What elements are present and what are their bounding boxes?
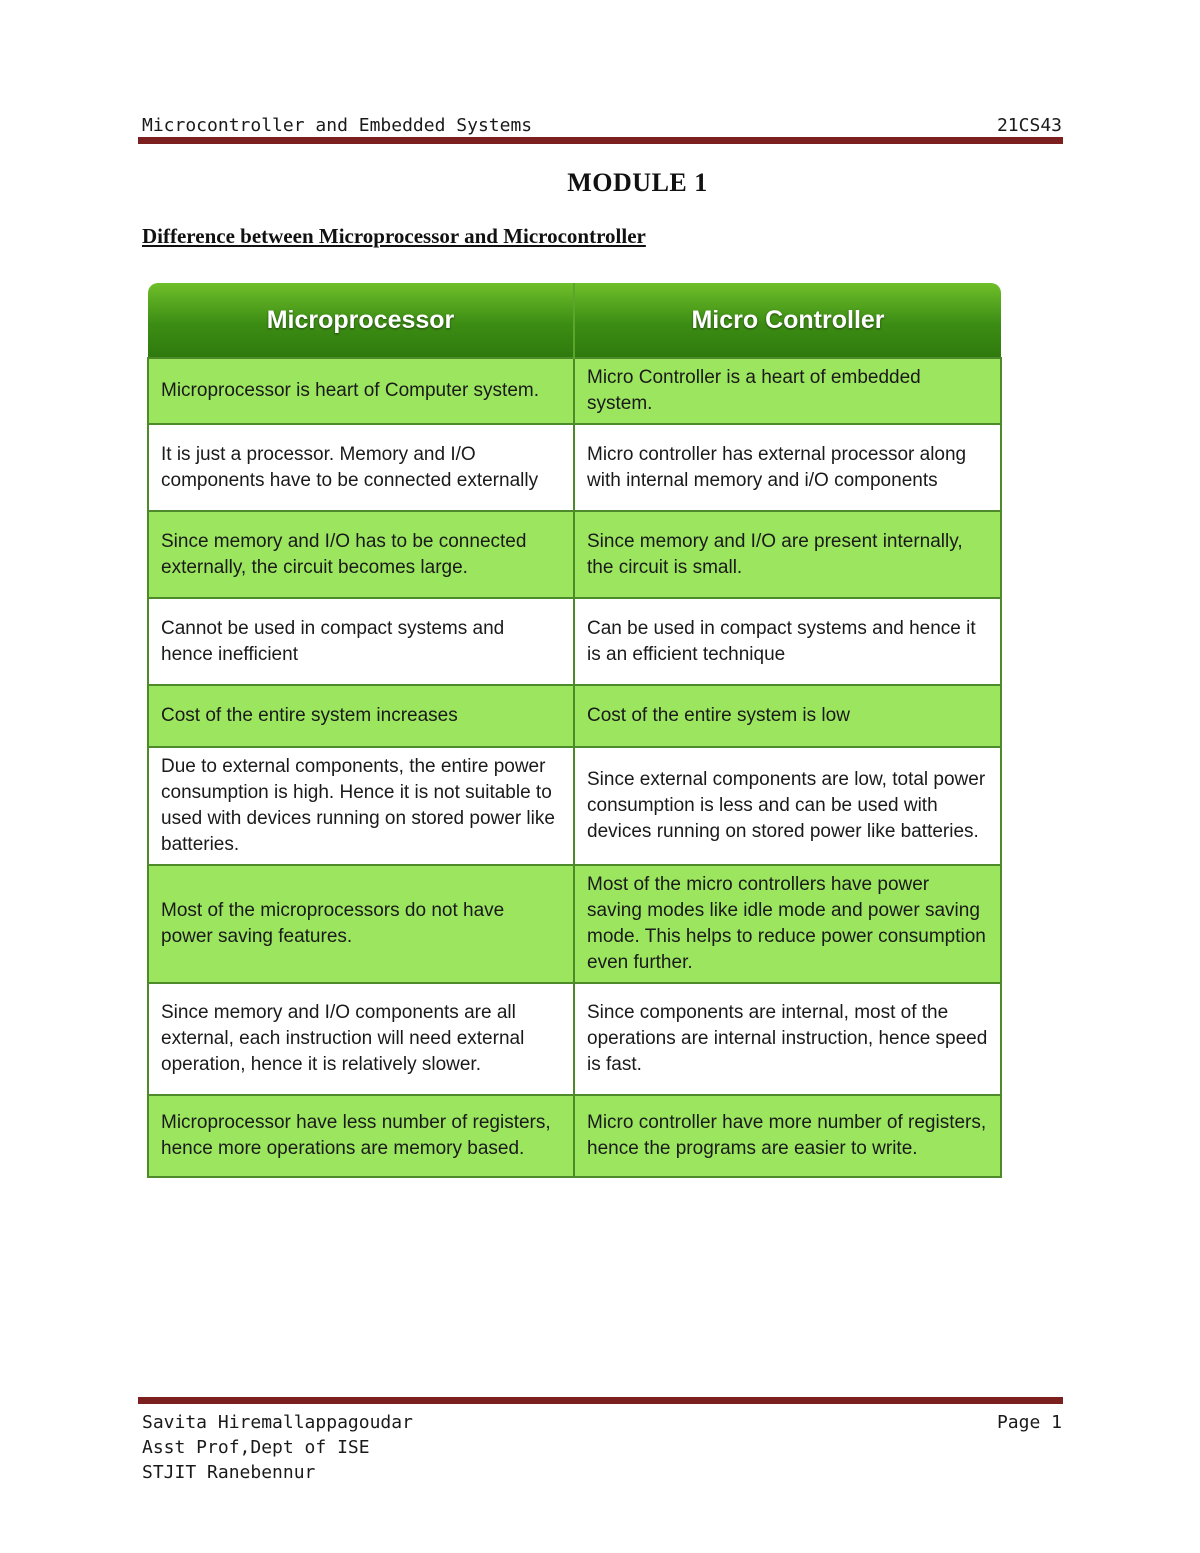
table-row [148, 747, 1001, 865]
table-cell: Microprocessor have less number of registers, hence more operations are memory based. [148, 1095, 574, 1177]
table-cell: Most of the micro controllers have power saving modes like idle mode and power saving mode. This helps to reduce power consumption even further. [574, 865, 1001, 983]
table-row [148, 1095, 1001, 1177]
table-cell: Micro Controller is a heart of embedded system. [574, 358, 1001, 424]
table-cell: Most of the microprocessors do not have power saving features. [148, 865, 574, 983]
table-cell: Can be used in compact systems and hence it is an efficient technique [574, 598, 1001, 685]
section-title: Difference between Microprocessor and Microcontroller [142, 224, 646, 248]
table-cell: Since memory and I/O has to be connected externally, the circuit becomes large. [148, 511, 574, 598]
table-row [148, 685, 1001, 747]
table-row [148, 983, 1001, 1095]
table-row [148, 865, 1001, 983]
table-cell: Cost of the entire system increases [148, 685, 574, 747]
footer-rule [138, 1397, 1063, 1404]
table-cell: Due to external components, the entire power consumption is high. Hence it is not suitable to used with devices running on stored power like batteries. [148, 747, 574, 865]
table-cell: Since memory and I/O are present internally, the circuit is small. [574, 511, 1001, 598]
comparison-table [147, 283, 1002, 1178]
table-cell: Micro controller has external processor along with internal memory and i/O components [574, 424, 1001, 511]
table-row [148, 424, 1001, 511]
table-cell: Since components are internal, most of the operations are internal instruction, hence speed is fast. [574, 983, 1001, 1095]
table-cell: Microprocessor is heart of Computer system. [148, 358, 574, 424]
table-cell: Since memory and I/O components are all external, each instruction will need external operation, hence it is relatively slower. [148, 983, 574, 1095]
table-cell: Cost of the entire system is low [574, 685, 1001, 747]
page-header [142, 108, 1062, 136]
table-header-row [148, 283, 1001, 358]
table-cell: It is just a processor. Memory and I/O components have to be connected externally [148, 424, 574, 511]
page-footer [142, 1410, 1062, 1485]
header-course-title: Microcontroller and Embedded Systems [142, 115, 533, 136]
table-row [148, 358, 1001, 424]
column-header-microcontroller: Micro Controller [574, 283, 1001, 358]
column-header-microprocessor: Microprocessor [148, 283, 574, 358]
header-rule [138, 137, 1063, 144]
module-title: MODULE 1 [567, 168, 708, 197]
footer-designation: Asst Prof,Dept of ISE [142, 1437, 370, 1458]
footer-institution: STJIT Ranebennur [142, 1462, 316, 1483]
page-number: Page 1 [996, 1412, 1062, 1433]
table-cell: Micro controller have more number of registers, hence the programs are easier to write. [574, 1095, 1001, 1177]
table-row [148, 598, 1001, 685]
table-cell: Cannot be used in compact systems and hence inefficient [148, 598, 574, 685]
header-course-code: 21CS43 [996, 115, 1062, 136]
footer-author: Savita Hiremallappagoudar [142, 1412, 413, 1433]
table-row [148, 511, 1001, 598]
table-cell: Since external components are low, total power consumption is less and can be used with devices running on stored power like batteries. [574, 747, 1001, 865]
